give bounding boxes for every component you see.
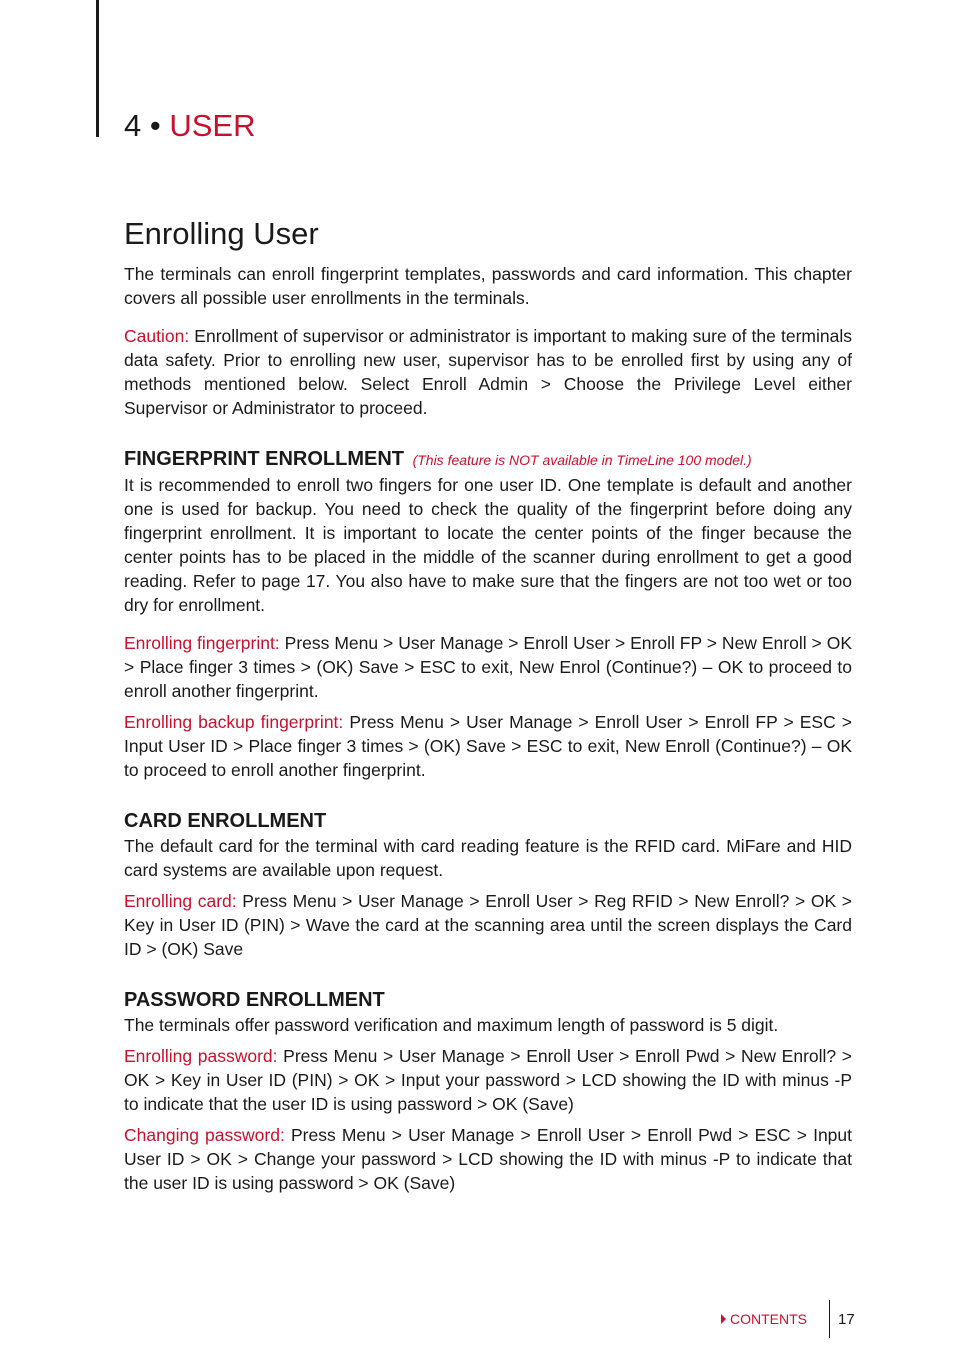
footer-divider xyxy=(829,1300,830,1338)
chapter-bar xyxy=(96,0,99,137)
fingerprint-note: (This feature is NOT available in TimeLine 100 model.) xyxy=(412,452,752,468)
fingerprint-step-2-text: Press Menu > User Manage > Enroll User > Enroll FP > ESC > Input User ID > Place finger 3 times > (OK) Save > ESC to exit, New Enroll (Continue?) – OK to proceed to enroll another fingerprint. xyxy=(124,712,852,780)
fingerprint-step-2-label: Enrolling backup fingerprint: xyxy=(124,712,344,732)
chapter-number: 4 • xyxy=(124,108,161,143)
card-step xyxy=(124,889,852,961)
caution-paragraph xyxy=(124,324,852,420)
card-heading: CARD ENROLLMENT xyxy=(124,810,327,832)
page-number: 17 xyxy=(838,1310,855,1328)
page-content xyxy=(124,214,852,1195)
intro-paragraph: The terminals can enroll fingerprint templates, passwords and card information. This chapter covers all possible user enrollments in the terminals. xyxy=(124,264,852,308)
fingerprint-heading xyxy=(124,446,852,473)
chapter-title: USER xyxy=(169,108,256,143)
password-heading: PASSWORD ENROLLMENT xyxy=(124,989,385,1011)
fingerprint-body: It is recommended to enroll two fingers for one user ID. One template is default and another one is used for backup. You need to check the quality of the fingerprint before doing any fingerprint enrollment. It is important to locate the center points of the finger because the center points has to be placed in the middle of the scanner during enrollment to get a good reading. Refer to page 17. You also have to make sure that the fingers are not too wet or too dry for enrollment. xyxy=(124,475,852,615)
contents-link[interactable] xyxy=(721,1311,807,1327)
fingerprint-heading-text: FINGERPRINT ENROLLMENT xyxy=(124,448,404,470)
chapter-heading xyxy=(124,106,255,146)
password-body: The terminals offer password verification and maximum length of password is 5 digit. xyxy=(124,1015,779,1035)
password-step-1-text: Press Menu > User Manage > Enroll User > Enroll Pwd > New Enroll? > OK > Key in User ID (PIN) > OK > Input your password > LCD showing the ID with minus -P to indicate that the user ID is using password > OK (Save) xyxy=(124,1046,853,1114)
card-body: The default card for the terminal with card reading feature is the RFID card. MiFare and HID card systems are available upon request. xyxy=(124,836,852,880)
password-step-2-label: Changing password: xyxy=(124,1125,285,1145)
caution-text: Enrollment of supervisor or administrator is important to making sure of the terminals data safety. Prior to enrolling new user, supervisor has to be enrolled first by using any of methods mentioned below. Select Enroll Admin > Choose the Privilege Level either Supervisor or Administrator to proceed. xyxy=(124,326,852,418)
footer xyxy=(721,1300,860,1338)
card-step-label: Enrolling card: xyxy=(124,891,237,911)
password-step-1-label: Enrolling password: xyxy=(124,1046,278,1066)
contents-link-label: CONTENTS xyxy=(730,1311,807,1327)
password-step-2-text: Press Menu > User Manage > Enroll User > Enroll Pwd > ESC > Input User ID > OK > Change your password > LCD showing the ID with minus -P to indicate that the user ID is using password > OK (Save) xyxy=(124,1125,853,1193)
fingerprint-step-1 xyxy=(124,631,852,703)
page-title: Enrolling User xyxy=(124,216,319,251)
password-step-2 xyxy=(124,1123,852,1195)
caution-label: Caution: xyxy=(124,326,190,346)
card-step-text: Press Menu > User Manage > Enroll User > Reg RFID > New Enroll? > OK > Key in User ID (PIN) > Wave the card at the scanning area until the screen displays the Card ID > (OK) Save xyxy=(124,891,852,959)
caret-right-icon xyxy=(721,1314,726,1324)
fingerprint-step-2 xyxy=(124,710,852,782)
fingerprint-step-1-label: Enrolling fingerprint: xyxy=(124,633,280,653)
fingerprint-step-1-text: Press Menu > User Manage > Enroll User > Enroll FP > New Enroll > OK > Place finger 3 times > (OK) Save > ESC to exit, New Enrol (Continue?) – OK to proceed to enroll another fingerprint. xyxy=(124,633,852,701)
password-step-1 xyxy=(124,1044,852,1116)
